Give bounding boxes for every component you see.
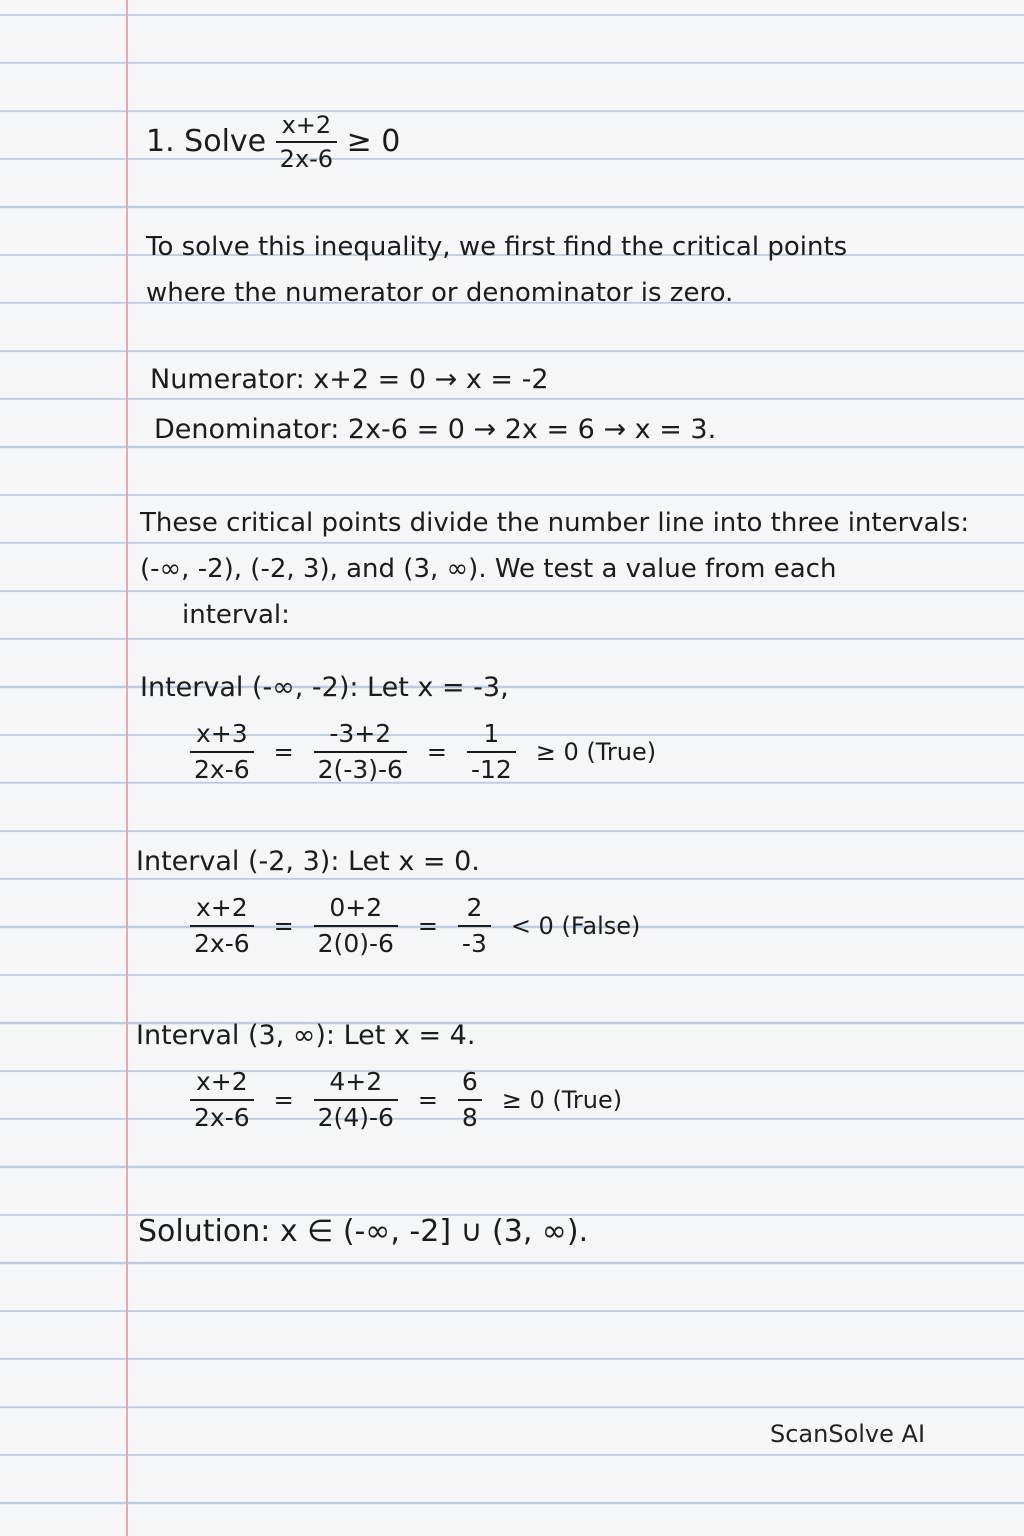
fraction-numerator: 2 (466, 893, 483, 922)
fraction-bar (458, 925, 491, 927)
interval-calculation (186, 1068, 630, 1131)
fraction-denominator: -12 (470, 754, 512, 784)
fraction-numerator: x+3 (195, 719, 248, 748)
intro-line: where the numerator or denominator is zero. (146, 278, 734, 308)
fraction-numerator: 4+2 (329, 1067, 383, 1096)
fraction-bar (276, 141, 337, 143)
problem-verb: Solve (184, 123, 267, 159)
fraction-bar (190, 751, 254, 753)
test-fraction (190, 720, 254, 783)
interval-heading: Interval (-2, 3): Let x = 0. (136, 846, 480, 877)
problem-numerator: x+2 (281, 111, 332, 139)
fraction-numerator: 1 (483, 719, 500, 748)
fraction-bar (458, 1099, 482, 1101)
equals-sign: = (273, 911, 294, 940)
fraction-bar (314, 751, 407, 753)
test-result: < 0 (False) (510, 911, 641, 940)
fraction-bar (467, 751, 516, 753)
equals-sign: = (273, 1085, 294, 1114)
problem-relation: ≥ 0 (346, 123, 401, 159)
fraction-bar (314, 1099, 398, 1101)
problem-number: 1. (146, 123, 175, 159)
fraction-denominator: 2x-6 (194, 754, 250, 784)
problem-fraction (276, 112, 337, 173)
fraction-numerator: x+2 (195, 893, 248, 922)
fraction-numerator: -3+2 (329, 719, 392, 748)
fraction-denominator: 2x-6 (194, 1102, 250, 1132)
test-fraction (458, 1068, 482, 1131)
intro-line: To solve this inequality, we first find the critical points (146, 232, 848, 262)
test-fraction (314, 894, 398, 957)
denominator-equation: Denominator: 2x-6 = 0 → 2x = 6 → x = 3. (154, 414, 717, 445)
intervals-line: These critical points divide the number line into three intervals: (140, 508, 970, 538)
fraction-bar (190, 925, 254, 927)
fraction-bar (190, 1099, 254, 1101)
fraction-numerator: x+2 (195, 1067, 248, 1096)
fraction-denominator: 2(-3)-6 (317, 754, 403, 784)
test-fraction (190, 1068, 254, 1131)
interval-calculation (186, 720, 664, 783)
problem-statement (146, 112, 400, 173)
test-result: ≥ 0 (True) (535, 737, 657, 766)
margin-line (126, 0, 128, 1536)
equals-sign: = (273, 737, 294, 766)
fraction-denominator: 2(0)-6 (317, 928, 394, 958)
fraction-numerator: 6 (461, 1067, 478, 1096)
fraction-denominator: 2(4)-6 (317, 1102, 394, 1132)
equals-sign: = (426, 737, 447, 766)
intervals-line: (-∞, -2), (-2, 3), and (3, ∞). We test a value from each (140, 554, 837, 584)
test-fraction (458, 894, 491, 957)
equals-sign: = (417, 911, 438, 940)
intervals-paragraph (140, 500, 969, 638)
equals-sign: = (417, 1085, 438, 1114)
interval-calculation (186, 894, 648, 957)
intervals-line: interval: (182, 600, 290, 630)
problem-denominator: 2x-6 (279, 145, 334, 174)
fraction-denominator: -3 (461, 928, 487, 958)
intro-paragraph (146, 224, 847, 316)
fraction-denominator: 2x-6 (194, 928, 250, 958)
fraction-numerator: 0+2 (329, 893, 383, 922)
solution-line: Solution: x ∈ (-∞, -2] ∪ (3, ∞). (138, 1214, 589, 1249)
test-fraction (467, 720, 516, 783)
interval-heading: Interval (3, ∞): Let x = 4. (136, 1020, 476, 1051)
fraction-denominator: 8 (461, 1102, 478, 1132)
brand-watermark: ScanSolve AI (770, 1420, 926, 1448)
test-result: ≥ 0 (True) (501, 1085, 623, 1114)
fraction-bar (314, 925, 398, 927)
test-fraction (190, 894, 254, 957)
interval-heading: Interval (-∞, -2): Let x = -3, (140, 672, 509, 703)
test-fraction (314, 1068, 398, 1131)
numerator-equation: Numerator: x+2 = 0 → x = -2 (150, 364, 549, 395)
test-fraction (314, 720, 407, 783)
